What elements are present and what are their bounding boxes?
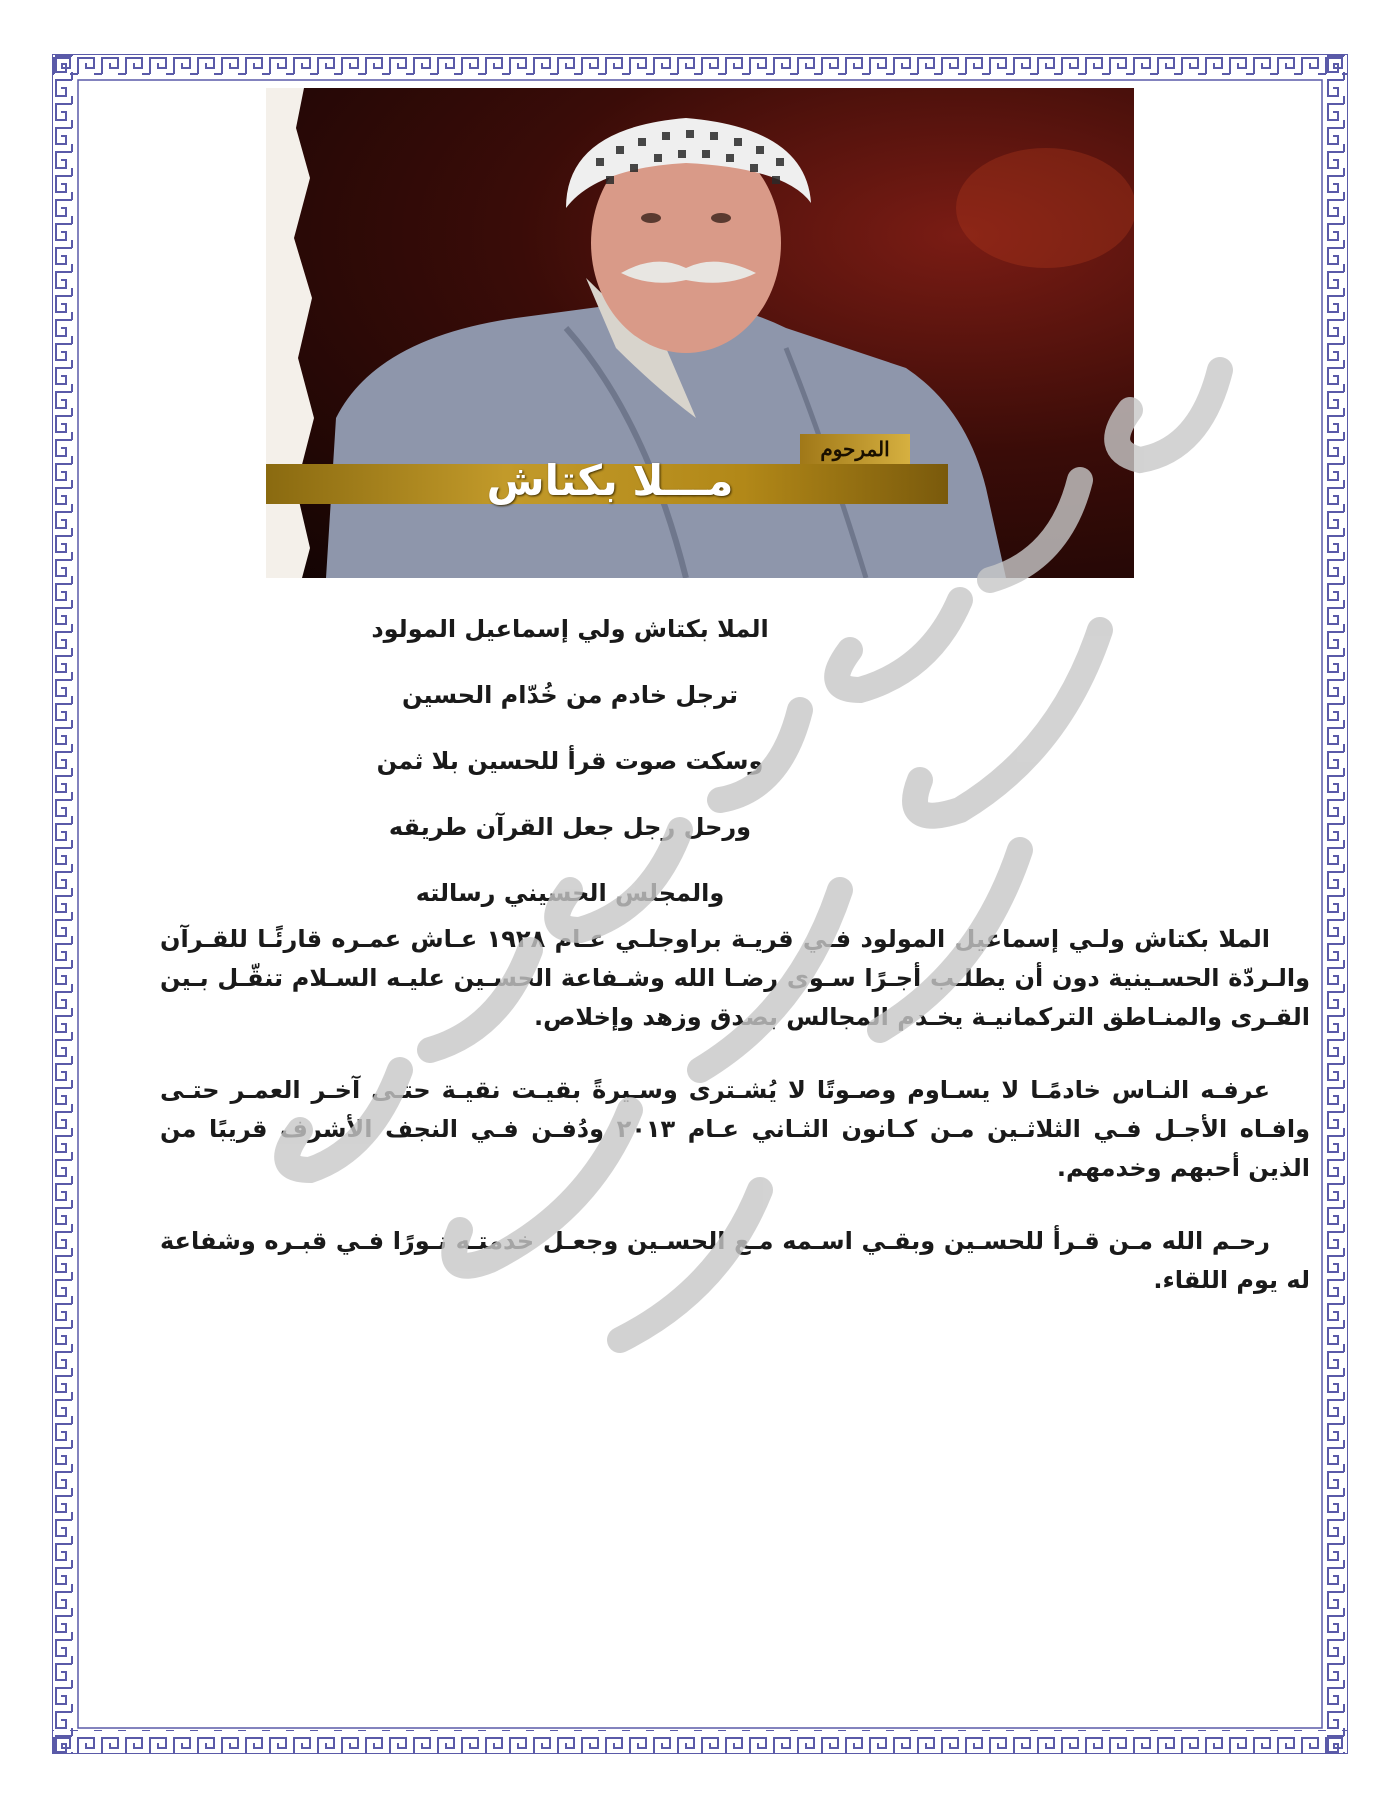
poem-line: ورحل رجل جعل القرآن طريقه: [388, 813, 752, 841]
biography-text: [160, 920, 1310, 1334]
poem-block: [160, 596, 1310, 926]
poem-line: وسكت صوت قرأ للحسين بلا ثمن: [376, 747, 764, 775]
poem-line: الملا بكتاش ولي إسماعيل المولود: [371, 615, 769, 643]
poem-line: والمجلس الحسيني رسالته: [415, 879, 725, 907]
paragraph: رحـم الله مـن قـرأ للحسـين وبقـي اسـمه مـع الحسـين وجعـل خدمتـه نـورًا فـي قبـره وشفاعة له يوم اللقاء.: [160, 1227, 1310, 1294]
caption-name: مـــلا بكتاش: [486, 456, 734, 505]
page-content: [160, 88, 1310, 1708]
paragraph: عرفـه النـاس خادمًـا لا يسـاوم وصـوتًا لا يُشـترى وسـيرةً بقيـت نقيـة حتـى آخـر العمـر حتـى وافـاه الأجـل فـي الثلاثـين مـن كـانون الثـاني عـام ٢٠١٣ ودُفـن فـي النجف الأشرف قريبًا من الذين أحبهم وخدمهم.: [160, 1076, 1310, 1182]
paragraph: الملا بكتاش ولـي إسماعيل المولود فـي قريـة براوجلـي عـام ١٩٢٨ عـاش عمـره قارئًـا للقـرآن والـردّة الحسـينية دون أن يطلـب أجـرًا سـوى رضـا الله وشـفاعة الحسـين عليـه السـلام تنقّـل بـين القـرى والمنـاطق التركمانيـة يخـدم المجالس بصدق وزهد وإخلاص.: [160, 925, 1310, 1031]
caption-tag: المرحوم: [800, 434, 910, 464]
poem-line: ترجل خادم من خُدّام الحسين: [401, 681, 739, 709]
